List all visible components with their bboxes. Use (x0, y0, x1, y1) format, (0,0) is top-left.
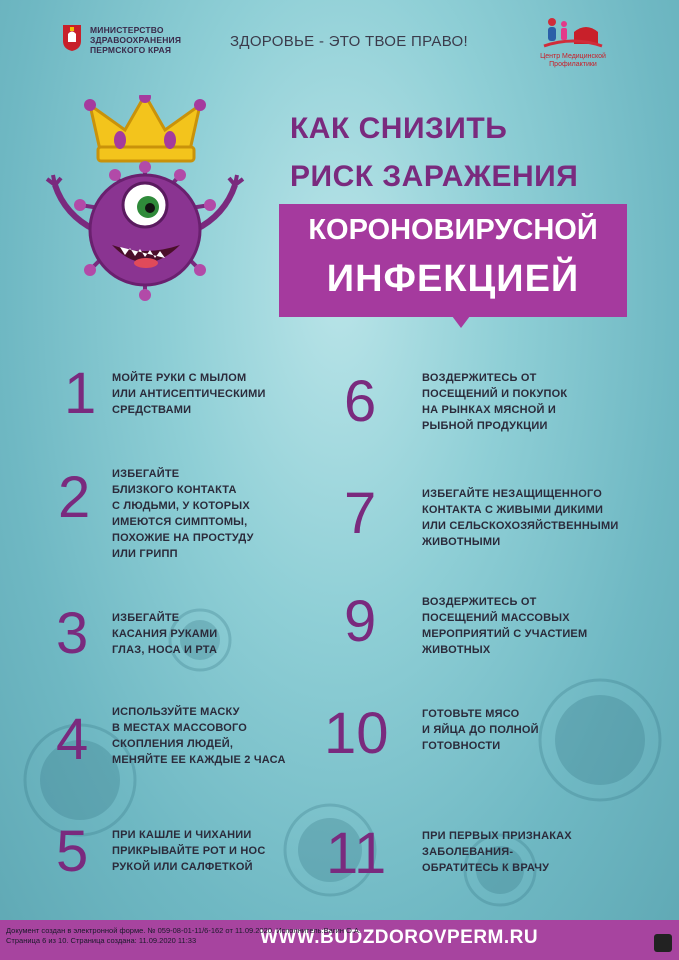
item-number: 9 (344, 589, 377, 654)
document-stamp (6, 926, 361, 946)
item-line: ПОСЕЩЕНИЙ МАССОВЫХ (422, 612, 570, 624)
title-line-2: РИСК ЗАРАЖЕНИЯ (290, 160, 579, 193)
item-line: ПРИКРЫВАЙТЕ РОТ И НОС (112, 845, 266, 857)
title-box-pointer (452, 316, 470, 328)
ministry-line-3: ПЕРМСКОГО КРАЯ (90, 45, 172, 55)
item-line: ГЛАЗ, НОСА И РТА (112, 644, 218, 656)
item-number: 4 (56, 707, 89, 772)
item-line: ЗАБОЛЕВАНИЯ- (422, 846, 514, 858)
website-link[interactable]: WWW.BUDZDOROVPERM.RU (260, 927, 539, 948)
item-line: ПОСЕЩЕНИЙ И ПОКУПОК (422, 388, 568, 400)
item-number: 7 (344, 481, 377, 546)
item-number: 3 (56, 601, 89, 666)
item-line: ИЛИ АНТИСЕПТИЧЕСКИМИ (112, 388, 266, 400)
document-stamp-line-2: Страница 6 из 10. Страница создана: 11.09.2020 11:33 (6, 936, 197, 945)
item-line: ИЗБЕГАЙТЕ (112, 468, 180, 480)
ministry-line-2: ЗДРАВООХРАНЕНИЯ (90, 35, 182, 45)
item-line: ГОТОВЬТЕ МЯСО (422, 708, 520, 720)
ministry-line-1: МИНИСТЕРСТВО (90, 25, 164, 35)
item-line: ИЛИ СЕЛЬСКОХОЗЯЙСТВЕННЫМИ (422, 520, 619, 532)
prevention-center-logo (538, 14, 608, 68)
item-line: РУКОЙ ИЛИ САЛФЕТКОЙ (112, 861, 253, 873)
item-text (422, 370, 567, 434)
slogan: ЗДОРОВЬЕ - ЭТО ТВОЕ ПРАВО! (230, 33, 468, 50)
item-line: РЫБНОЙ ПРОДУКЦИИ (422, 420, 548, 432)
crowned-virus-mascot-icon (40, 95, 265, 325)
perm-coat-of-arms-icon (62, 24, 82, 52)
item-text (112, 370, 266, 418)
title-highlight-box (279, 204, 627, 317)
title-line-1: КАК СНИЗИТЬ (290, 112, 508, 145)
item-line: И ЯЙЦА ДО ПОЛНОЙ (422, 724, 539, 736)
item-line: В МЕСТАХ МАССОВОГО (112, 722, 248, 734)
item-line: ИМЕЮТСЯ СИМПТОМЫ, (112, 516, 248, 528)
item-line: ПРИ ПЕРВЫХ ПРИЗНАКАХ (422, 830, 572, 842)
item-line: ГОТОВНОСТИ (422, 740, 501, 752)
item-line: НА РЫНКАХ МЯСНОЙ И (422, 404, 557, 416)
item-text (422, 486, 618, 550)
item-text (112, 704, 286, 768)
item-line: СКОПЛЕНИЯ ЛЮДЕЙ, (112, 738, 234, 750)
item-text (112, 466, 254, 562)
item-number: 6 (344, 369, 377, 434)
logo-caption-line-1: Центр Медицинской (540, 53, 606, 60)
item-line: ОБРАТИТЕСЬ К ВРАЧУ (422, 862, 550, 874)
item-line: ВОЗДЕРЖИТЕСЬ ОТ (422, 372, 537, 384)
item-line: ЖИВОТНЫМИ (422, 536, 501, 548)
item-line: ИСПОЛЬЗУЙТЕ МАСКУ (112, 706, 240, 718)
item-text (112, 610, 217, 658)
item-line: ПРИ КАШЛЕ И ЧИХАНИИ (112, 829, 252, 841)
logo-caption-line-2: Профилактики (549, 61, 597, 68)
item-line: С ЛЮДЬМИ, У КОТОРЫХ (112, 500, 250, 512)
item-text (112, 827, 265, 875)
item-number: 2 (58, 465, 91, 530)
item-line: КАСАНИЯ РУКАМИ (112, 628, 218, 640)
item-line: ПОХОЖИЕ НА ПРОСТУДУ (112, 532, 254, 544)
item-text (422, 828, 572, 876)
item-line: СРЕДСТВАМИ (112, 404, 192, 416)
item-line: ИЗБЕГАЙТЕ НЕЗАЩИЩЕННОГО (422, 488, 603, 500)
corner-emblem-icon (654, 934, 672, 952)
ministry-name (90, 25, 181, 55)
item-line: ИЛИ ГРИПП (112, 548, 178, 560)
item-line: МЕНЯЙТЕ ЕЕ КАЖДЫЕ 2 ЧАСА (112, 754, 286, 766)
item-line: ВОЗДЕРЖИТЕСЬ ОТ (422, 596, 537, 608)
document-stamp-line-1: Документ создан в электронной форме. № 059-08-01-11/6-162 от 11.09.2020. Исполнитель:Вагин О.А. (6, 926, 361, 935)
item-text (422, 706, 539, 754)
item-number: 11 (326, 821, 387, 886)
item-line: ЖИВОТНЫХ (422, 644, 491, 656)
item-line: МОЙТЕ РУКИ С МЫЛОМ (112, 372, 247, 384)
item-line: МЕРОПРИЯТИЙ С УЧАСТИЕМ (422, 628, 588, 640)
item-number: 5 (56, 819, 89, 884)
item-line: БЛИЗКОГО КОНТАКТА (112, 484, 237, 496)
title-line-3: КОРОНОВИРУСНОЙ (308, 214, 598, 246)
item-line: ИЗБЕГАЙТЕ (112, 612, 180, 624)
title-line-4: ИНФЕКЦИЕЙ (326, 258, 580, 300)
item-line: КОНТАКТА С ЖИВЫМИ ДИКИМИ (422, 504, 604, 516)
item-number: 10 (324, 701, 389, 766)
item-number: 1 (64, 361, 97, 426)
item-text (422, 594, 587, 658)
